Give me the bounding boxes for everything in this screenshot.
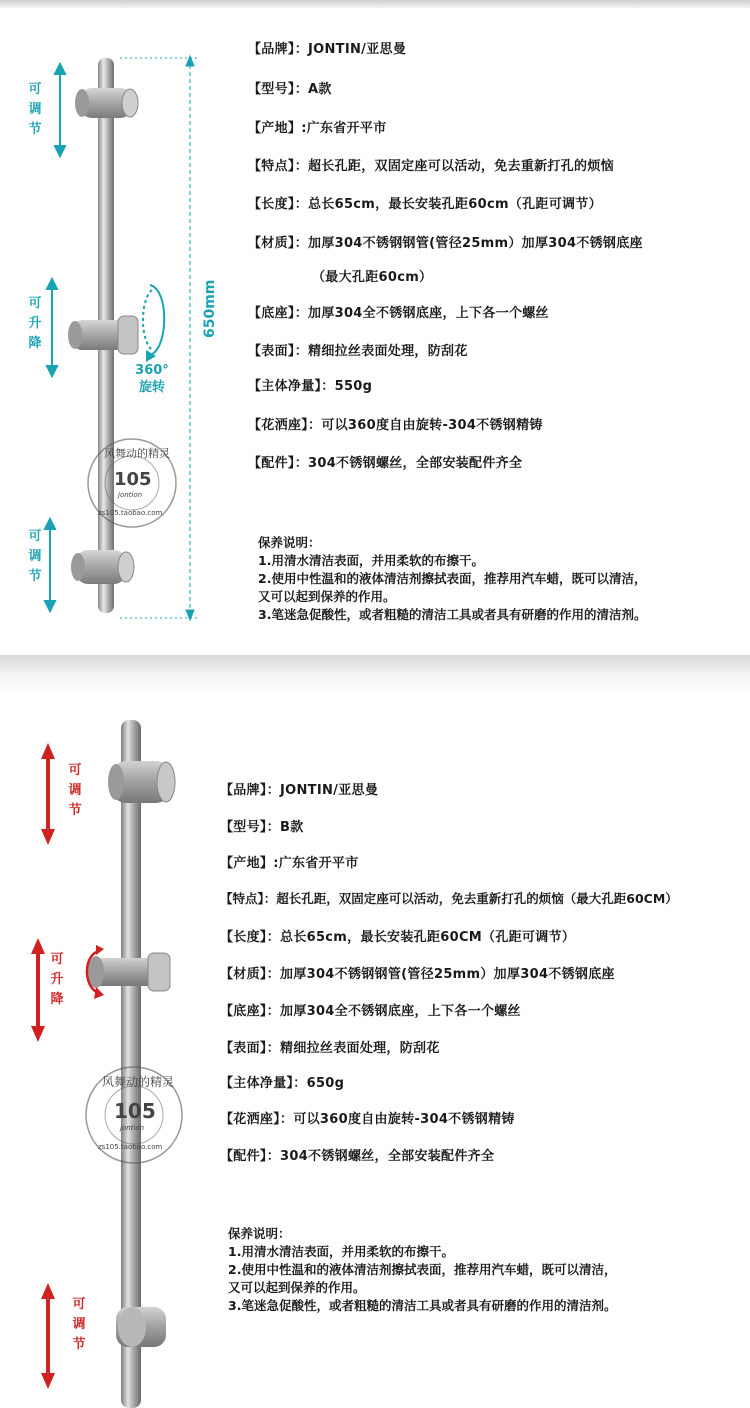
spec-key: 【长度】： xyxy=(248,197,309,212)
bottom-bracket-b xyxy=(116,1307,166,1347)
spec-key: 【长度】： xyxy=(220,930,281,945)
spec-value: B款 xyxy=(280,820,304,835)
spec-value: （最大孔距60cm） xyxy=(312,270,433,285)
watermark-script-a: jontion xyxy=(118,491,143,499)
spec-key: 【花洒座】： xyxy=(220,1112,294,1127)
spec-key: 【表面】： xyxy=(248,344,309,359)
adjust-label-bottom-a: 可调节 xyxy=(28,529,42,584)
spec-value: 精细拉丝表面处理，防刮花 xyxy=(308,344,468,359)
watermark-arc-bottom-a: zs105.taobao.com xyxy=(98,509,163,517)
spec-value: 可以360度自由旋转-304不锈钢精铸 xyxy=(293,1112,515,1127)
care-line: 2.使用中性温和的液体清洁剂擦拭表面，推荐用汽车蜡，既可以清洁， xyxy=(258,571,647,586)
lift-arrow-a xyxy=(47,279,57,376)
adjust-arrow-bottom-b xyxy=(41,1283,55,1389)
spec-key: 【材质】： xyxy=(248,236,309,251)
spec-value: 总长65cm，最长安装孔距60cm（孔距可调节） xyxy=(308,197,602,212)
adjust-arrow-bottom-a xyxy=(45,519,55,611)
care-line: 又可以起到保养的作用。 xyxy=(258,589,396,604)
spec-key: 【花洒座】： xyxy=(248,418,322,433)
product-panel-b xyxy=(0,655,750,1408)
spec-key: 【主体净量】： xyxy=(220,1076,307,1091)
spec-key: 【品牌】： xyxy=(220,783,281,798)
spec-value: A款 xyxy=(308,82,332,97)
spec-row-a xyxy=(248,452,522,471)
spec-value: 加厚304不锈钢钢管(管径25mm）加厚304不锈钢底座 xyxy=(308,236,643,251)
lift-arrow-b xyxy=(31,938,45,1042)
adjust-label-top-b: 可调节 xyxy=(68,763,82,818)
lift-label-b: 可升降 xyxy=(50,952,64,1007)
spec-row-a xyxy=(312,266,432,285)
spec-row-b xyxy=(220,889,678,907)
bottom-bracket-a xyxy=(71,550,134,584)
care-line: 3.笔迷急促酸性，或者粗糙的清洁工具或者具有研磨的作用的清洁剂。 xyxy=(258,607,647,622)
watermark-script-b: jontion xyxy=(120,1124,145,1132)
spec-row-b xyxy=(220,852,359,871)
care-instructions-a xyxy=(258,534,646,624)
rotate-degree: 360° xyxy=(135,363,169,378)
spec-value: JONTIN/亚思曼 xyxy=(308,42,407,57)
care-title: 保养说明： xyxy=(228,1226,291,1241)
rotate-label-a xyxy=(132,362,172,396)
spec-row-a xyxy=(248,117,387,136)
shower-holder-b xyxy=(88,953,170,991)
care-line: 2.使用中性温和的液体清洁剂擦拭表面，推荐用汽车蜡，既可以清洁， xyxy=(228,1262,617,1277)
spec-row-a xyxy=(248,193,602,212)
spec-row-b xyxy=(220,1000,521,1019)
spec-row-b xyxy=(220,926,575,945)
spec-row-a xyxy=(248,340,468,359)
spec-row-b xyxy=(220,816,304,835)
spec-key: 【产地】: xyxy=(220,856,279,871)
spec-key: 【材质】： xyxy=(220,967,281,982)
rotate-text: 旋转 xyxy=(138,380,165,395)
care-line: 1.用清水清洁表面，并用柔软的布擦干。 xyxy=(228,1244,454,1259)
care-line: 1.用清水清洁表面，并用柔软的布擦干。 xyxy=(258,553,484,568)
spec-value: 超长孔距，双固定座可以活动，免去重新打孔的烦恼（最大孔距60CM） xyxy=(276,891,678,906)
rotation-arrow-a xyxy=(143,285,164,362)
spec-value: 加厚304全不锈钢底座，上下各一个螺丝 xyxy=(280,1004,521,1019)
spec-row-a xyxy=(248,302,549,321)
spec-value: 总长65cm，最长安装孔距60CM（孔距可调节） xyxy=(280,930,576,945)
adjust-arrow-top-a xyxy=(55,64,65,156)
spec-key: 【特点】： xyxy=(220,891,277,906)
watermark-center-b: 105 xyxy=(114,1099,156,1123)
slide-bar-illustration-b xyxy=(0,655,215,1408)
watermark-seal-a xyxy=(84,435,180,531)
spec-row-a xyxy=(248,78,332,97)
spec-value: 650g xyxy=(306,1076,345,1091)
spec-value: 550g xyxy=(334,379,373,394)
watermark-center-a: 105 xyxy=(114,469,152,490)
spec-key: 【表面】： xyxy=(220,1041,281,1056)
care-instructions-b xyxy=(228,1225,616,1315)
spec-key: 【型号】： xyxy=(248,82,309,97)
spec-key: 【产地】: xyxy=(248,121,307,136)
spec-value: 可以360度自由旋转-304不锈钢精铸 xyxy=(321,418,543,433)
top-bracket-a xyxy=(75,88,138,118)
spec-key: 【底座】： xyxy=(220,1004,281,1019)
spec-row-b xyxy=(220,963,615,982)
spec-key: 【品牌】： xyxy=(248,42,309,57)
adjust-label-bottom-b: 可调节 xyxy=(72,1297,86,1352)
watermark-seal-b xyxy=(82,1063,186,1167)
watermark-arc-top-b: 风舞动的精灵 xyxy=(102,1075,175,1089)
spec-row-a xyxy=(248,414,543,433)
spec-row-a xyxy=(248,38,406,57)
spec-row-b xyxy=(220,779,378,798)
shower-holder-a xyxy=(68,316,138,354)
product-panel-a xyxy=(0,0,750,655)
spec-row-a xyxy=(248,375,372,394)
watermark-arc-top-a: 风舞动的精灵 xyxy=(104,447,170,460)
spec-row-b xyxy=(220,1108,515,1127)
spec-value: 加厚304全不锈钢底座，上下各一个螺丝 xyxy=(308,306,549,321)
spec-key: 【主体净量】： xyxy=(248,379,335,394)
watermark-arc-bottom-b: zs105.taobao.com xyxy=(98,1143,163,1151)
spec-row-b xyxy=(220,1072,344,1091)
spec-row-a xyxy=(248,155,614,174)
top-bracket-b xyxy=(108,761,175,803)
spec-value: 加厚304不锈钢钢管(管径25mm）加厚304不锈钢底座 xyxy=(280,967,615,982)
spec-value: 超长孔距，双固定座可以活动，免去重新打孔的烦恼 xyxy=(308,159,614,174)
care-line: 又可以起到保养的作用。 xyxy=(228,1280,366,1295)
spec-key: 【型号】： xyxy=(220,820,281,835)
adjust-arrow-top-b xyxy=(41,743,55,845)
length-label-a: 650mm xyxy=(202,279,218,338)
adjust-label-top-a: 可调节 xyxy=(28,82,42,137)
spec-row-b xyxy=(220,1037,440,1056)
spec-value: 精细拉丝表面处理，防刮花 xyxy=(280,1041,440,1056)
spec-key: 【底座】： xyxy=(248,306,309,321)
care-line: 3.笔迷急促酸性，或者粗糙的清洁工具或者具有研磨的作用的清洁剂。 xyxy=(228,1298,617,1313)
care-title: 保养说明： xyxy=(258,535,321,550)
spec-key: 【配件】： xyxy=(220,1149,281,1164)
spec-key: 【特点】： xyxy=(248,159,309,174)
spec-value: 304不锈钢螺丝，全部安装配件齐全 xyxy=(280,1149,495,1164)
spec-key: 【配件】： xyxy=(248,456,309,471)
spec-value: 广东省开平市 xyxy=(278,856,359,871)
spec-row-b xyxy=(220,1145,494,1164)
spec-value: 304不锈钢螺丝，全部安装配件齐全 xyxy=(308,456,523,471)
spec-row-a xyxy=(248,232,643,251)
lift-label-a: 可升降 xyxy=(28,296,42,351)
spec-value: JONTIN/亚思曼 xyxy=(280,783,379,798)
spec-value: 广东省开平市 xyxy=(306,121,387,136)
